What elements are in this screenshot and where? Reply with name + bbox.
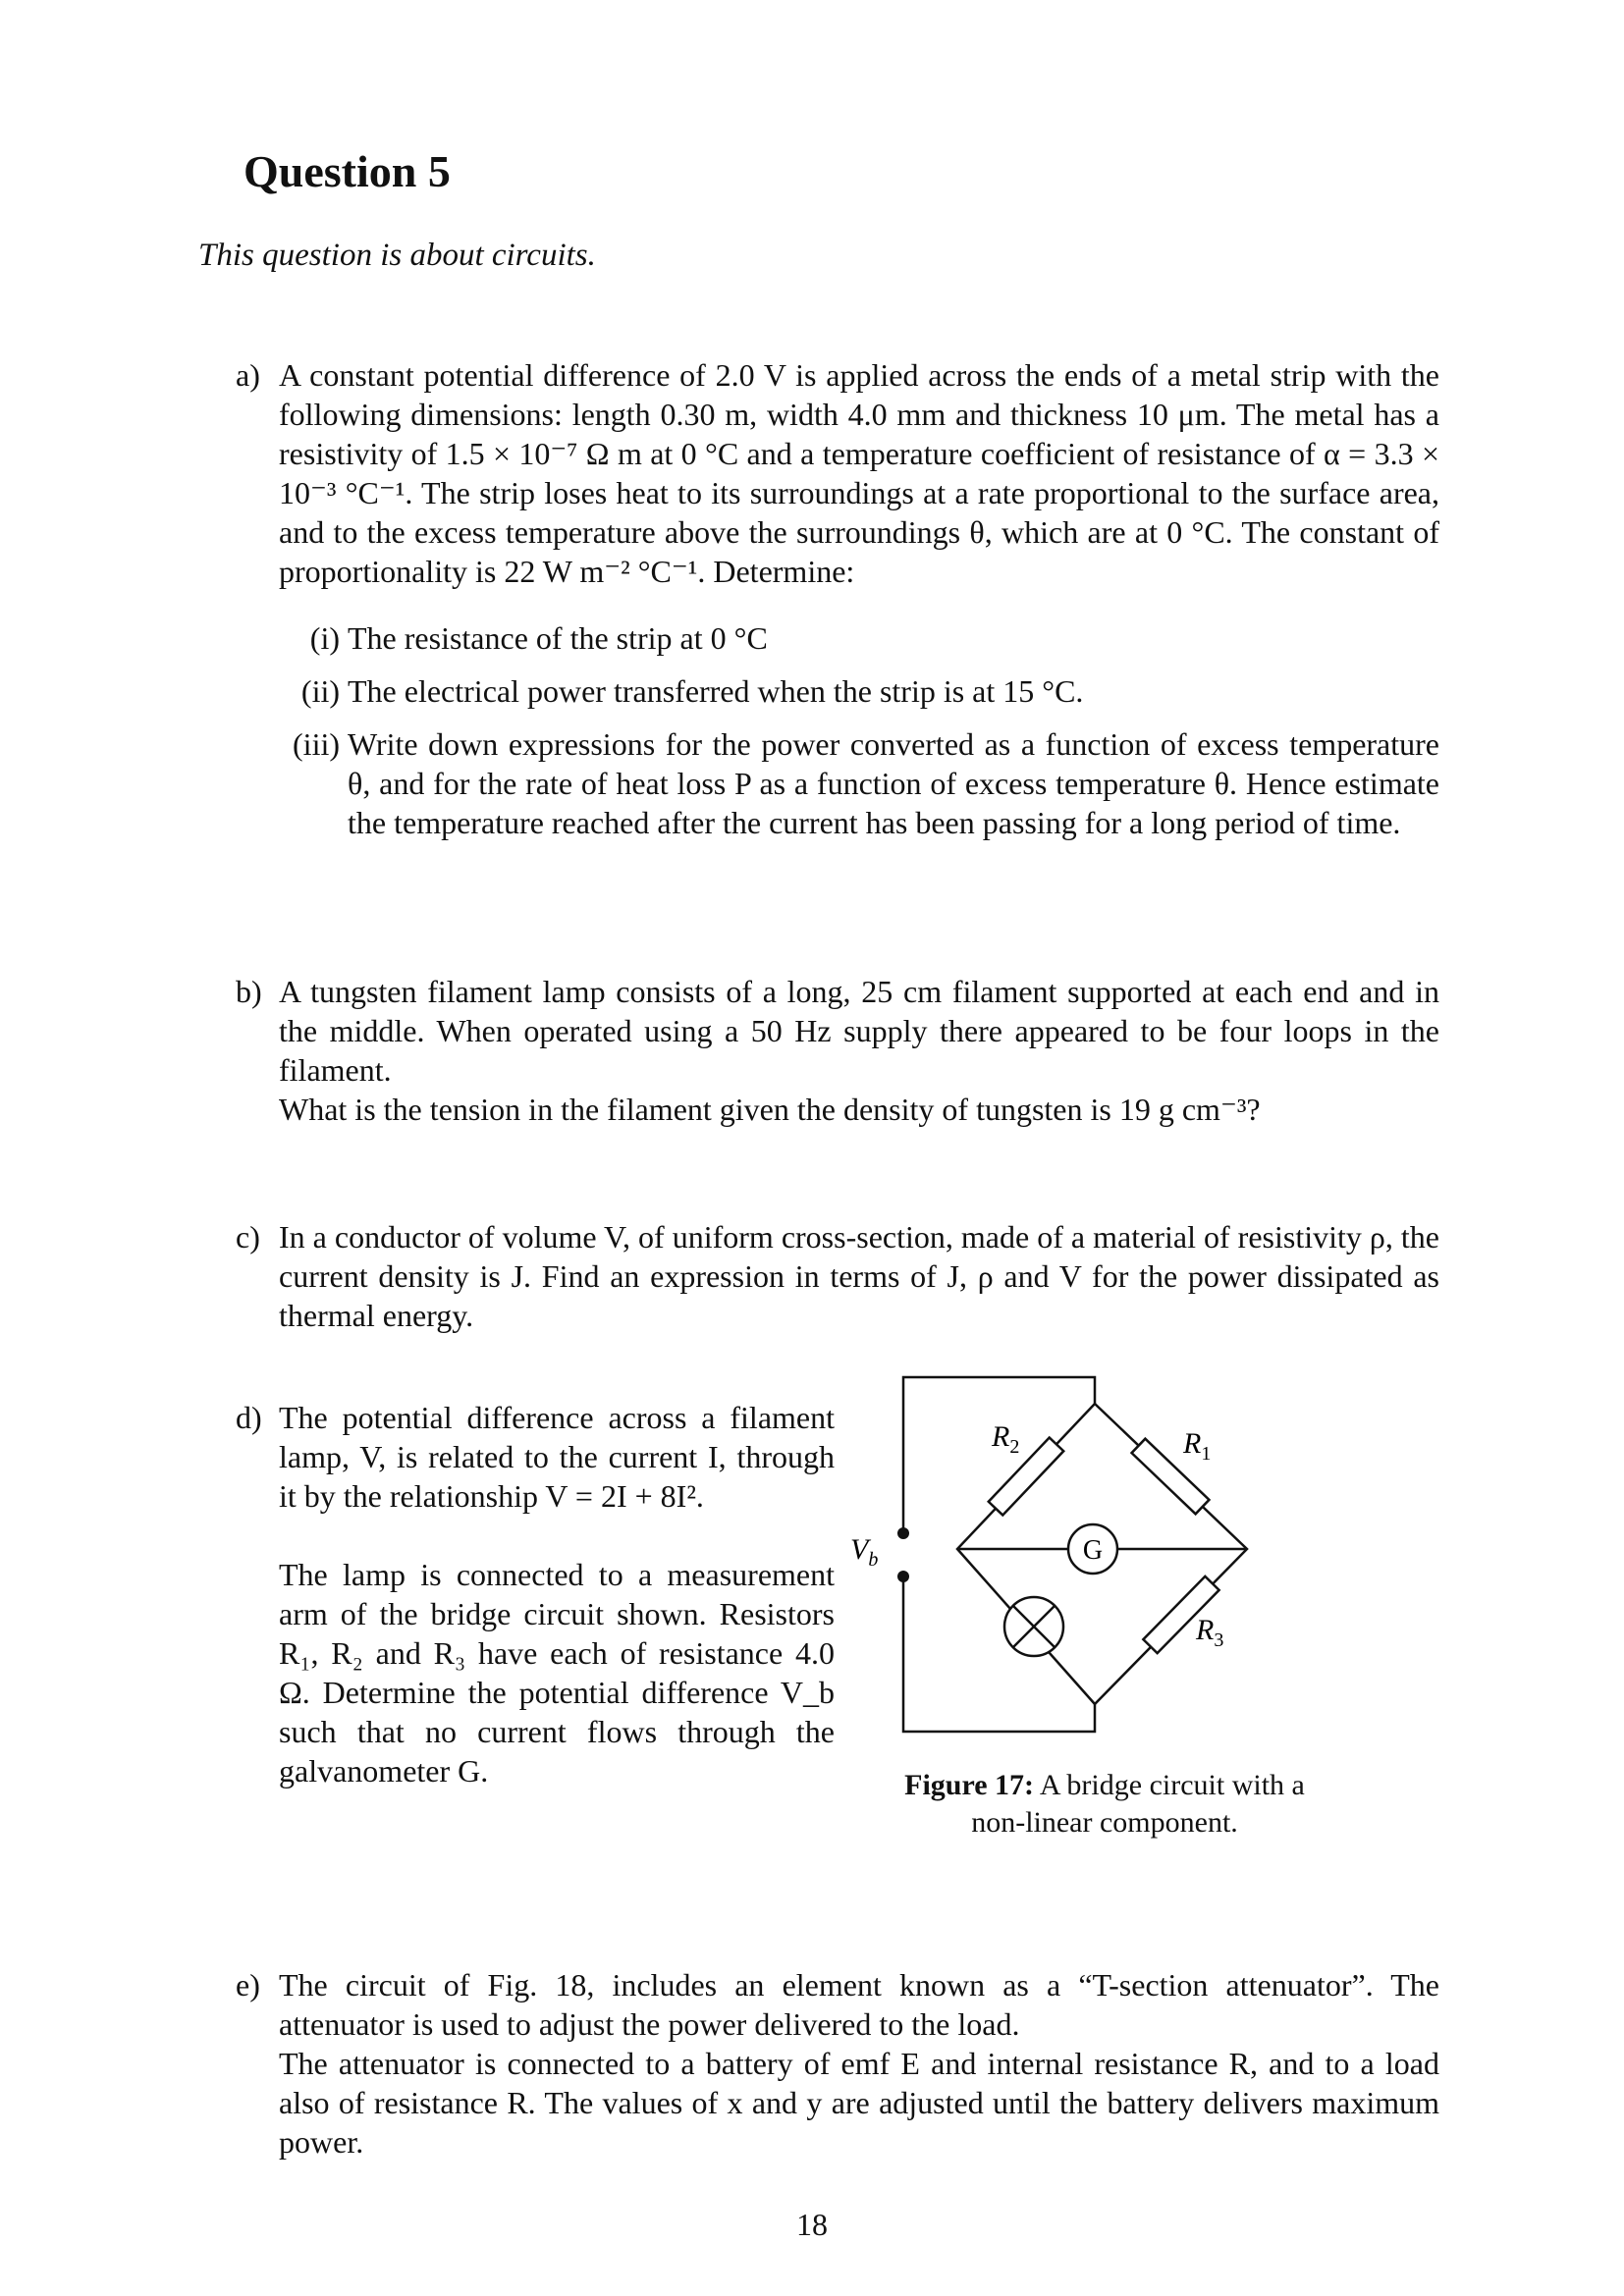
label-vb: $V_b$ — [850, 1533, 879, 1571]
subpart-label: (ii) — [300, 673, 340, 709]
part-label: b) — [236, 974, 262, 1009]
figure-caption-text: A bridge circuit with a non-linear component. — [971, 1769, 1305, 1839]
part-c-text: In a conductor of volume V, of uniform cross-section, made of a material of resistivity ρ, the current density is J. Find an expression in terms of J, ρ and V for the power dissipated as thermal energy. — [279, 1219, 1439, 1333]
subpart-label: (i) — [309, 620, 340, 656]
part-label: c) — [236, 1219, 260, 1255]
part-e-text-2: The attenuator is connected to a battery of emf E and internal resistance R, and to a load also of resistance R. The values of x and y are adjusted until the battery delivers maximum power. — [279, 2046, 1439, 2160]
part-label: e) — [236, 1967, 260, 2002]
label-r2: $R_2$ — [992, 1420, 1020, 1458]
figure-caption — [884, 1767, 1326, 1842]
part-label: a) — [236, 357, 260, 393]
subpart-text: Write down expressions for the power converted as a function of excess temperature θ, and for the rate of heat loss P as a function of excess temperature θ. Hence estimate the temperature reached after the current has been passing for a long period of time. — [348, 726, 1439, 840]
question-intro: This question is about circuits. — [198, 238, 596, 273]
question-title: Question 5 — [244, 146, 451, 196]
label-r3: $R_3$ — [1196, 1614, 1224, 1651]
terminal-top — [897, 1527, 909, 1539]
wire-bottom — [903, 1578, 1095, 1732]
part-e-text-1: The circuit of Fig. 18, includes an element known as a “T-section attenuator”. The attenuator is used to adjust the power delivered to the load. — [279, 1967, 1439, 2042]
part-e — [236, 1965, 1439, 2162]
part-b-text: A tungsten filament lamp consists of a long, 25 cm filament supported at each end and in the middle. When operated using a 50 Hz supply there appeared to be four loops in the filament. — [279, 974, 1439, 1088]
part-b-question: What is the tension in the filament given the density of tungsten is 19 g cm⁻³? — [279, 1092, 1261, 1127]
galvanometer-label: G — [1082, 1535, 1104, 1566]
terminal-bottom — [897, 1571, 909, 1582]
subpart-label: (iii) — [293, 726, 340, 762]
page-number: 18 — [796, 2207, 828, 2242]
part-label: d) — [236, 1400, 262, 1435]
part-d-text-2: The lamp is connected to a measurement arm of the bridge circuit shown. Resistors R₁, R₂ and R₃ have each of resistance 4.0 Ω. Determine the potential difference V_b such that no current flows through the galvanometer G. — [279, 1557, 835, 1789]
figure-caption-number: Figure 17: — [904, 1769, 1035, 1801]
subpart-text: The electrical power transferred when the strip is at 15 °C. — [348, 673, 1084, 709]
label-r1: $R_1$ — [1183, 1427, 1212, 1465]
subpart-text: The resistance of the strip at 0 °C — [348, 620, 768, 656]
part-d-text-1: The potential difference across a filament lamp, V, is related to the current I, through it by the relationship V = 2I + 8I². — [279, 1400, 835, 1514]
part-a-text: A constant potential difference of 2.0 V is applied across the ends of a metal strip with the following dimensions: length 0.30 m, width 4.0 mm and thickness 10 μm. The metal has a resistivity of 1.5 × 10⁻⁷ Ω m at 0 °C and a temperature coefficient of resistance of α = 3.3 × 10⁻³ °C⁻¹. The strip loses heat to its surroundings at a rate proportional to the surface area, and to the excess temperature above the surroundings θ, which are at 0 °C. The constant of proportionality is 22 W m⁻² °C⁻¹. Determine: — [279, 357, 1439, 589]
